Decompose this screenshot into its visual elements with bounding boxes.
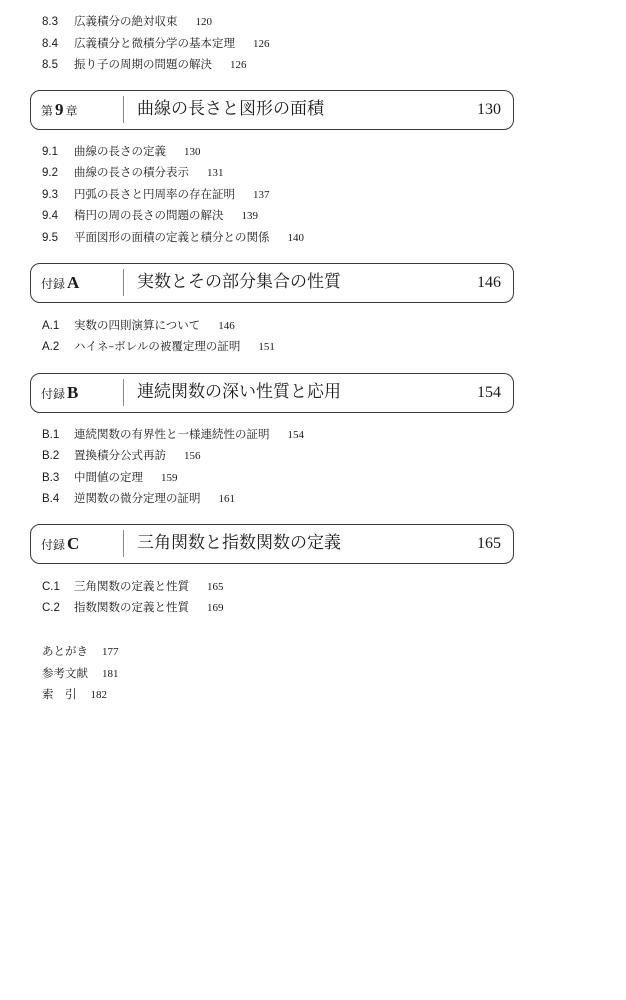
chapter-page: 165 [477,535,501,552]
entry-number: B.1 [42,429,60,441]
entry-number: B.2 [42,450,60,462]
chapter-label [41,264,81,301]
entry-page: 159 [161,472,178,484]
entry-page: 126 [253,38,270,50]
toc-entry[interactable] [42,185,270,203]
chapter-divider [123,530,124,557]
chapter-title: 実数とその部分集合の性質 [137,272,341,292]
appendix-heading-b[interactable] [30,373,514,413]
toc-entry[interactable] [42,142,201,160]
entry-number: B.3 [42,472,60,484]
entry-page: 137 [253,189,270,201]
toc-entry[interactable] [42,577,224,595]
entry-title: 振り子の周期の問題の解決 [74,57,212,71]
entry-title: 平面図形の面積の定義と積分との関係 [74,230,270,244]
toc-entry[interactable] [42,228,304,246]
entry-page: 126 [230,59,247,71]
chapter-label [41,374,80,411]
entry-number: 8.3 [42,16,58,28]
toc-entry[interactable] [42,12,212,30]
entry-title: 指数関数の定義と性質 [74,600,189,614]
chapter-heading-9[interactable] [30,90,514,130]
entry-title: 広義積分と微積分学の基本定理 [74,36,235,50]
chapter-prefix: 付録 [41,277,66,291]
entry-title: ハイネ–ボレルの被覆定理の証明 [74,339,241,353]
entry-title: 円弧の長さと円周率の存在証明 [74,187,235,201]
chapter-label [41,91,78,128]
toc-entry[interactable] [42,163,224,181]
entry-page: 165 [207,581,224,593]
entry-title: 実数の四則演算について [74,318,201,332]
back-matter-title: 索 引 [42,687,77,701]
entry-page: 130 [184,146,201,158]
chapter-title: 三角関数と指数関数の定義 [137,533,341,553]
back-matter-title: 参考文献 [42,666,88,680]
entry-title: 曲線の長さの定義 [74,144,166,158]
chapter-mark: 9 [55,100,64,119]
appendix-heading-c[interactable] [30,524,514,564]
chapter-divider [123,269,124,296]
entry-page: 120 [195,16,212,28]
toc-entry[interactable] [42,446,201,464]
toc-entry[interactable] [42,425,304,443]
back-matter-page: 182 [90,689,107,701]
entry-number: 9.5 [42,232,58,244]
chapter-prefix: 第 [41,104,54,118]
back-matter-page: 181 [102,668,119,680]
entry-number: 8.5 [42,59,58,71]
toc-entry[interactable] [42,55,247,73]
chapter-page: 146 [477,274,501,291]
chapter-page: 154 [477,384,501,401]
entry-page: 169 [207,602,224,614]
toc-entry[interactable] [42,206,258,224]
entry-title: 逆関数の微分定理の証明 [74,491,201,505]
entry-number: 8.4 [42,38,58,50]
entry-number: C.2 [42,602,60,614]
entry-page: 140 [287,232,304,244]
entry-number: A.2 [42,341,60,353]
chapter-prefix: 付録 [41,538,66,552]
entry-title: 置換積分公式再訪 [74,448,166,462]
chapter-divider [123,96,124,123]
entry-number: B.4 [42,493,60,505]
entry-page: 154 [287,429,304,441]
toc-entry[interactable] [42,337,275,355]
toc-entry[interactable] [42,316,235,334]
toc-entry[interactable] [42,598,224,616]
entry-number: C.1 [42,581,60,593]
chapter-title: 連続関数の深い性質と応用 [137,382,341,402]
entry-title: 三角関数の定義と性質 [74,579,189,593]
entry-page: 161 [218,493,235,505]
entry-title: 曲線の長さの積分表示 [74,165,189,179]
chapter-suffix: 章 [65,104,78,118]
chapter-page: 130 [477,101,501,118]
back-matter-page: 177 [102,646,119,658]
entry-title: 楕円の周の長さの問題の解決 [74,208,224,222]
chapter-mark: B [67,383,79,402]
back-matter-entry[interactable] [42,685,107,703]
back-matter-entry[interactable] [42,664,119,682]
chapter-divider [123,379,124,406]
entry-number: 9.1 [42,146,58,158]
back-matter-title: あとがき [42,644,88,658]
chapter-mark: C [67,534,80,553]
appendix-heading-a[interactable] [30,263,514,303]
entry-page: 146 [218,320,235,332]
entry-page: 156 [184,450,201,462]
toc-entry[interactable] [42,489,235,507]
entry-number: 9.3 [42,189,58,201]
back-matter-entry[interactable] [42,642,119,660]
entry-page: 139 [241,210,258,222]
toc-entry[interactable] [42,468,178,486]
entry-number: A.1 [42,320,60,332]
entry-title: 連続関数の有界性と一様連続性の証明 [74,427,270,441]
entry-number: 9.2 [42,167,58,179]
chapter-title: 曲線の長さと図形の面積 [137,99,324,119]
entry-page: 151 [258,341,275,353]
chapter-prefix: 付録 [41,387,66,401]
toc-entry[interactable] [42,34,270,52]
entry-title: 中間値の定理 [74,470,143,484]
entry-number: 9.4 [42,210,58,222]
entry-page: 131 [207,167,224,179]
chapter-mark: A [67,273,80,292]
entry-title: 広義積分の絶対収束 [74,14,178,28]
chapter-label [41,525,81,562]
